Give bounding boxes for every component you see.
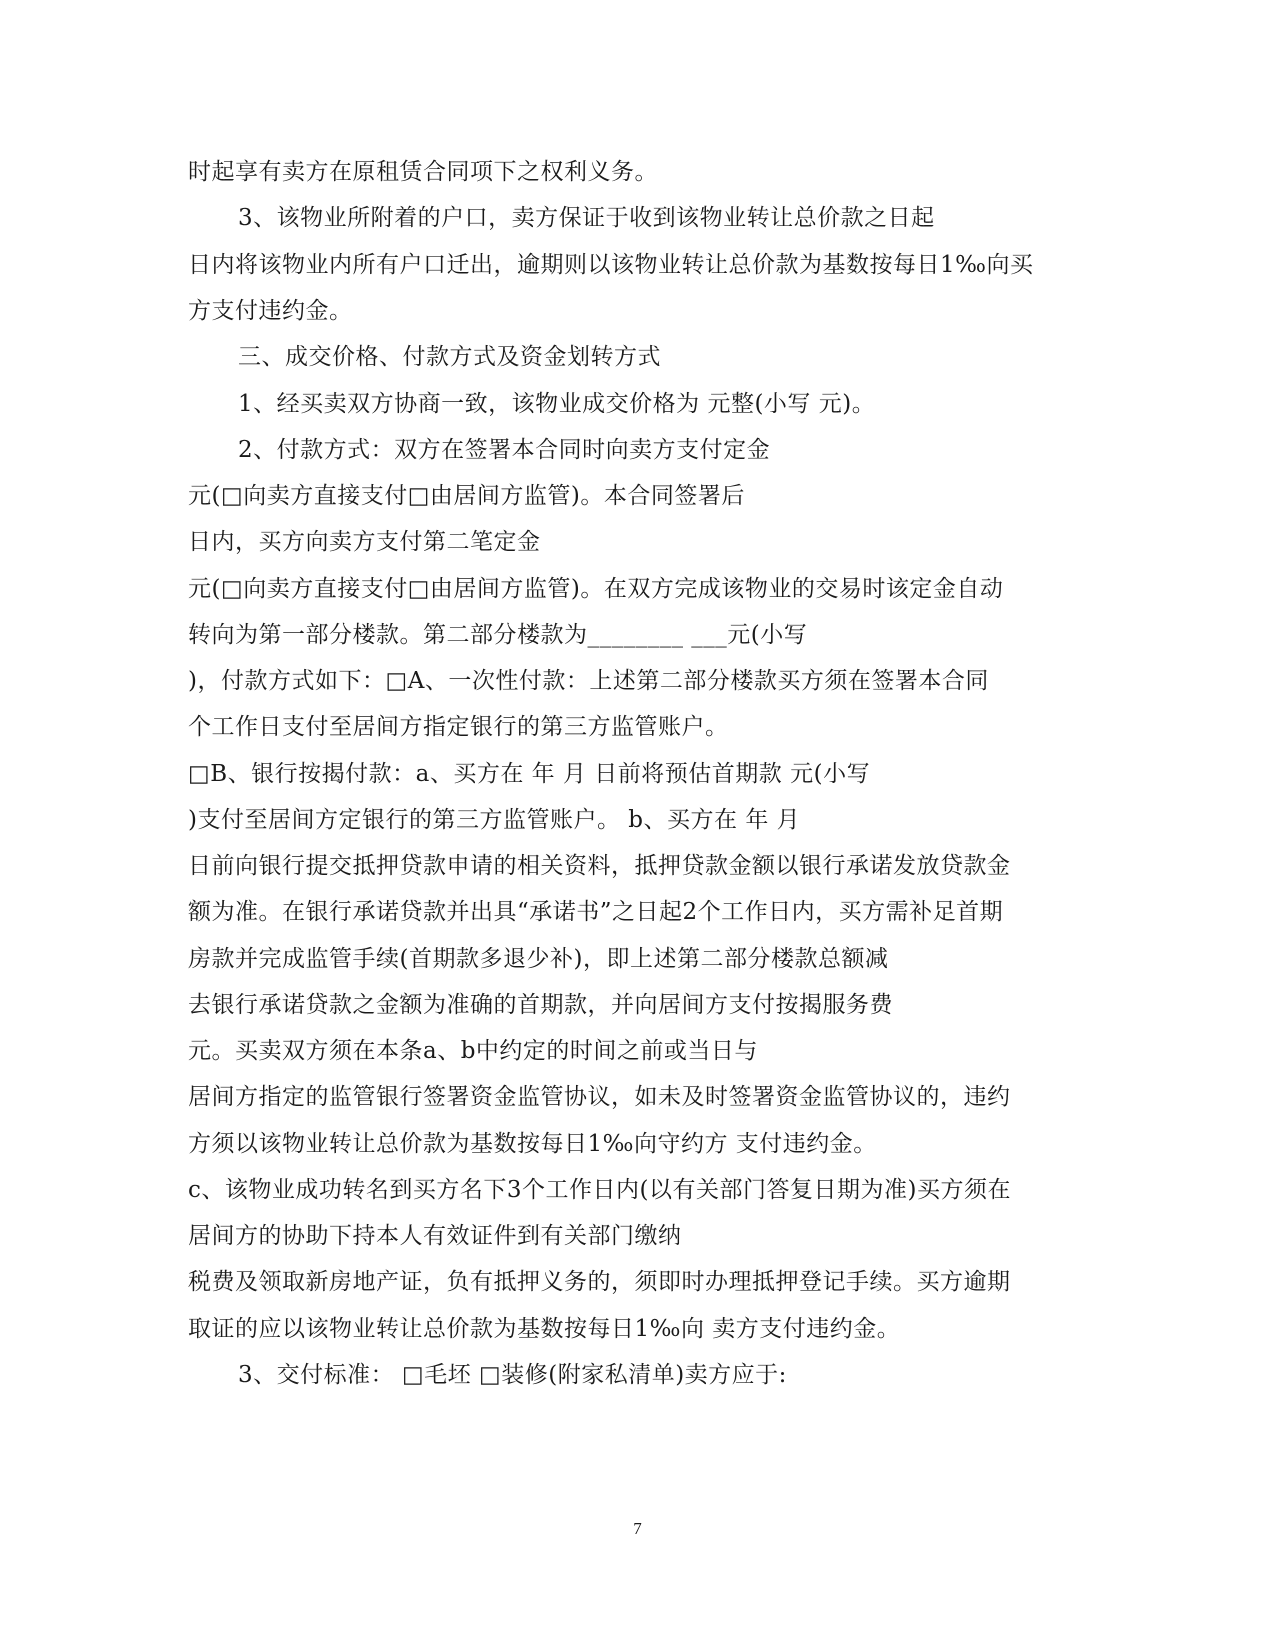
text-line: 方支付违约金。 — [188, 298, 353, 324]
text-line: 居间方的协助下持本人有效证件到有关部门缴纳 — [188, 1223, 682, 1249]
text-line: )，付款方式如下：□A、一次性付款：上述第二部分楼款买方须在签署本合同 — [188, 668, 989, 694]
text-line: 元。买卖双方须在本条a、b中约定的时间之前或当日与 — [188, 1038, 758, 1064]
text-line: □B、银行按揭付款：a、买方在 年 月 日前将预估首期款 元(小写 — [188, 761, 871, 787]
text-line: 1、经买卖双方协商一致，该物业成交价格为 元整(小写 元)。 — [238, 391, 876, 417]
text-line: 日内，买方向卖方支付第二笔定金 — [188, 529, 541, 555]
text-line: 居间方指定的监管银行签署资金监管协议，如未及时签署资金监管协议的，违约 — [188, 1084, 1011, 1110]
page-number: 7 — [633, 1519, 642, 1538]
text-line: 转向为第一部分楼款。第二部分楼款为________ ___元(小写 — [188, 622, 808, 648]
text-line: )支付至居间方定银行的第三方监管账户。 b、买方在 年 月 — [188, 807, 801, 833]
text-line: 取证的应以该物业转让总价款为基数按每日1‰向 卖方支付违约金。 — [188, 1316, 901, 1342]
text-line: 3、该物业所附着的户口，卖方保证于收到该物业转让总价款之日起 — [238, 205, 935, 231]
text-line: 日内将该物业内所有户口迁出，逾期则以该物业转让总价款为基数按每日1‰向买 — [188, 252, 1034, 278]
text-line: 2、付款方式：双方在签署本合同时向卖方支付定金 — [238, 437, 771, 463]
text-line: 元(□向卖方直接支付□由居间方监管)。本合同签署后 — [188, 483, 745, 509]
section-heading: 三、成交价格、付款方式及资金划转方式 — [238, 344, 661, 370]
text-line: c、该物业成功转名到买方名下3个工作日内(以有关部门答复日期为准)买方须在 — [188, 1177, 1011, 1203]
text-line: 元(□向卖方直接支付□由居间方监管)。在双方完成该物业的交易时该定金自动 — [188, 576, 1004, 602]
text-line: 去银行承诺贷款之金额为准确的首期款，并向居间方支付按揭服务费 — [188, 992, 893, 1018]
text-line: 方须以该物业转让总价款为基数按每日1‰向守约方 支付违约金。 — [188, 1131, 877, 1157]
text-line: 房款并完成监管手续(首期款多退少补)，即上述第二部分楼款总额减 — [188, 946, 889, 972]
text-line: 时起享有卖方在原租赁合同项下之权利义务。 — [188, 159, 658, 185]
text-line: 额为准。在银行承诺贷款并出具“承诺书”之日起2个工作日内，买方需补足首期 — [188, 899, 1004, 925]
text-line: 日前向银行提交抵押贷款申请的相关资料，抵押贷款金额以银行承诺发放贷款金 — [188, 853, 1011, 879]
text-line: 税费及领取新房地产证，负有抵押义务的，须即时办理抵押登记手续。买方逾期 — [188, 1269, 1011, 1295]
text-line: 3、交付标准： □毛坯 □装修(附家私清单)卖方应于: — [238, 1362, 787, 1388]
text-line: 个工作日支付至居间方指定银行的第三方监管账户。 — [188, 714, 729, 740]
